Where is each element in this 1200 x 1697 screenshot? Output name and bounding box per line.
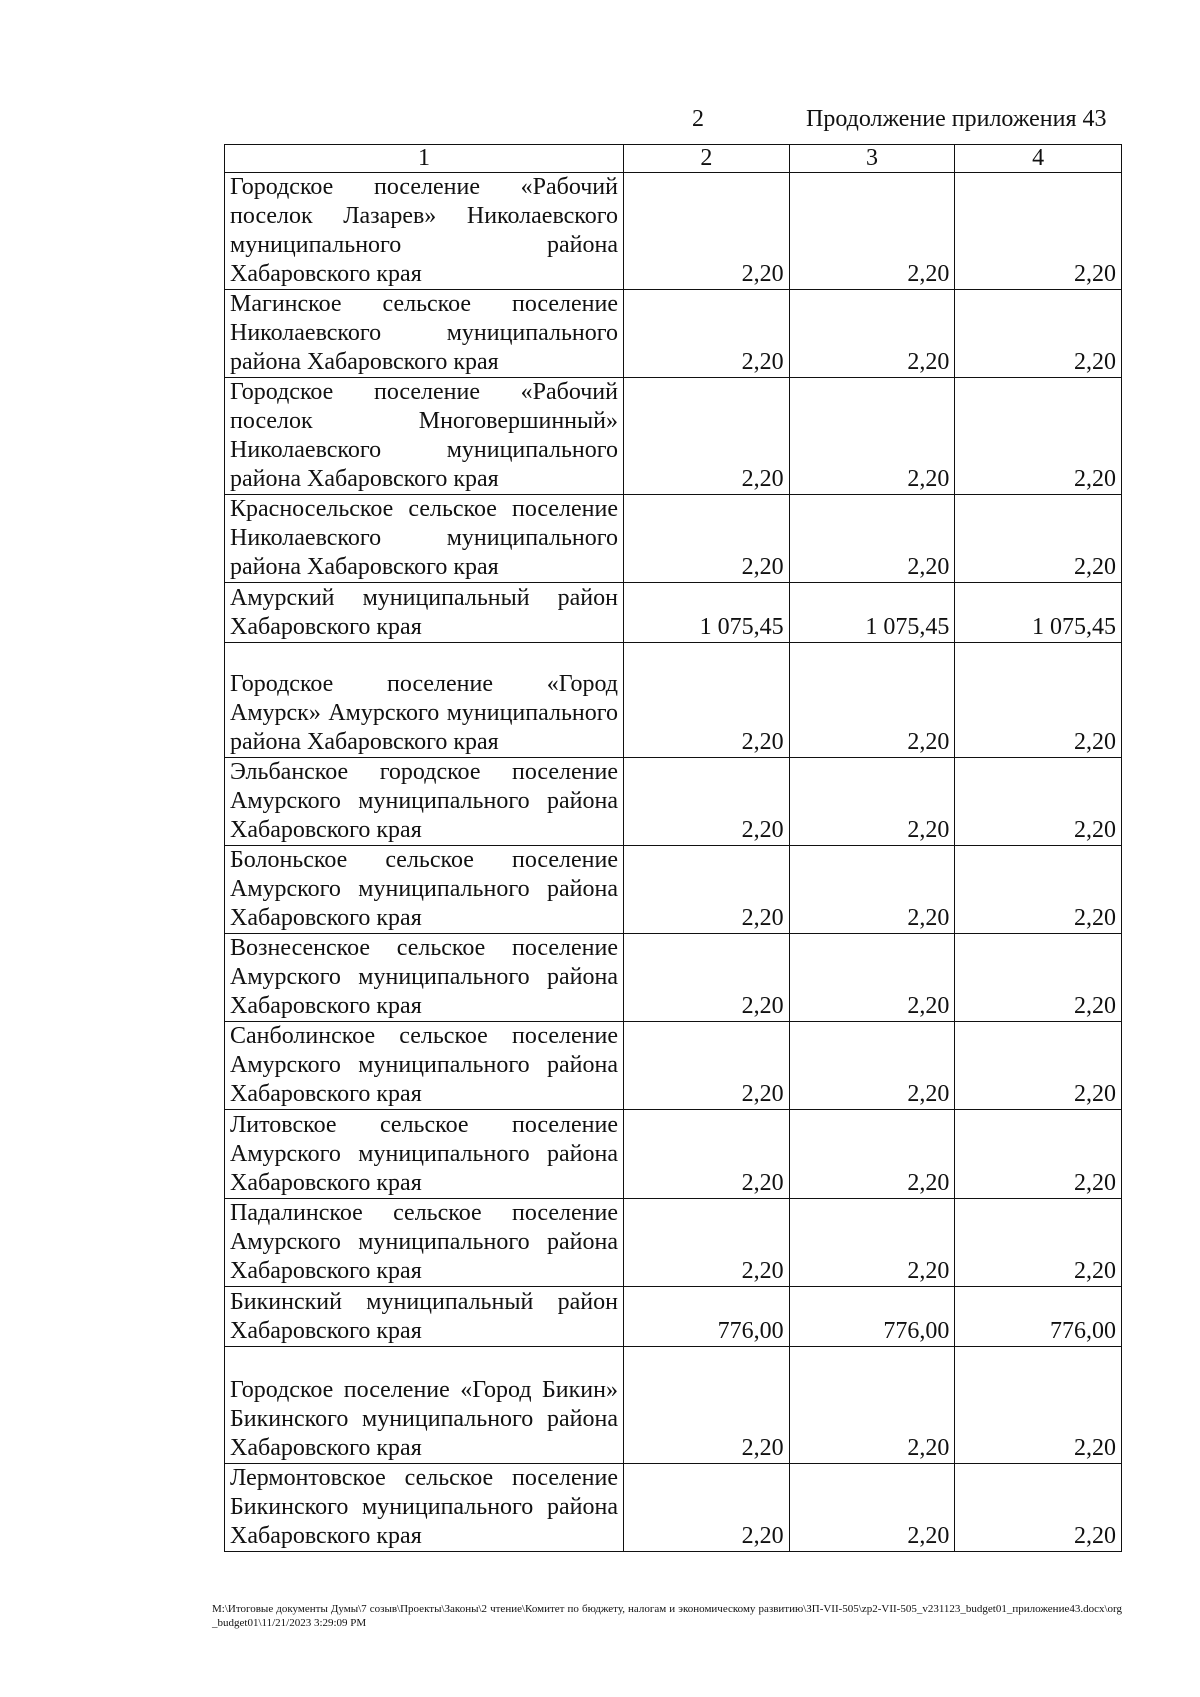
value-cell: 2,20 (789, 378, 955, 495)
value-cell: 2,20 (955, 1110, 1122, 1199)
value-cell: 2,20 (789, 1199, 955, 1287)
table-row (225, 290, 1122, 378)
value-cell: 2,20 (624, 846, 790, 934)
municipality-name: Эльбанское городское поселение Амурского муниципального района Хабаровского края (225, 758, 624, 846)
value-cell: 2,20 (789, 758, 955, 846)
municipality-name: Городское поселение «Город Бикин» Бикинского муниципального района Хабаровского края (225, 1347, 624, 1464)
value-cell: 2,20 (624, 934, 790, 1022)
table-row (225, 1347, 1122, 1464)
value-cell: 2,20 (955, 1347, 1122, 1464)
value-cell: 1 075,45 (624, 583, 790, 643)
table-row (225, 583, 1122, 643)
value-cell: 2,20 (955, 1199, 1122, 1287)
table-row (225, 1199, 1122, 1287)
municipality-name: Амурский муниципальный район Хабаровского края (225, 583, 624, 643)
municipality-name: Городское поселение «Рабочий поселок Лазарев» Николаевского муниципального района Хабаровского края (225, 173, 624, 290)
value-cell: 2,20 (624, 643, 790, 758)
table-row (225, 495, 1122, 583)
value-cell: 2,20 (624, 1110, 790, 1199)
municipality-name: Санболинское сельское поселение Амурского муниципального района Хабаровского края (225, 1022, 624, 1110)
value-cell: 2,20 (624, 173, 790, 290)
municipality-name: Болоньское сельское поселение Амурского муниципального района Хабаровского края (225, 846, 624, 934)
value-cell: 2,20 (955, 846, 1122, 934)
value-cell: 2,20 (789, 495, 955, 583)
value-cell: 2,20 (955, 1022, 1122, 1110)
table-row (225, 846, 1122, 934)
value-cell: 2,20 (955, 1464, 1122, 1552)
column-header: 1 (225, 145, 624, 173)
value-cell: 776,00 (955, 1287, 1122, 1347)
value-cell: 2,20 (955, 173, 1122, 290)
value-cell: 2,20 (624, 758, 790, 846)
table-row (225, 758, 1122, 846)
municipality-name: Городское поселение «Рабочий поселок Многовершинный» Николаевского муниципального района Хабаровского края (225, 378, 624, 495)
value-cell: 2,20 (789, 290, 955, 378)
value-cell: 2,20 (789, 173, 955, 290)
column-header: 3 (789, 145, 955, 173)
table-row (225, 1287, 1122, 1347)
value-cell: 1 075,45 (789, 583, 955, 643)
municipality-name: Лермонтовское сельское поселение Бикинского муниципального района Хабаровского края (225, 1464, 624, 1552)
table-row (225, 173, 1122, 290)
value-cell: 2,20 (624, 378, 790, 495)
table-row (225, 643, 1122, 758)
table-row (225, 1110, 1122, 1199)
value-cell: 2,20 (955, 495, 1122, 583)
municipality-name: Магинское сельское поселение Николаевского муниципального района Хабаровского края (225, 290, 624, 378)
value-cell: 2,20 (624, 1022, 790, 1110)
value-cell: 1 075,45 (955, 583, 1122, 643)
allocation-table (224, 144, 1122, 1552)
column-header: 4 (955, 145, 1122, 173)
municipality-name: Красносельское сельское поселение Николаевского муниципального района Хабаровского края (225, 495, 624, 583)
value-cell: 776,00 (624, 1287, 790, 1347)
value-cell: 776,00 (789, 1287, 955, 1347)
value-cell: 2,20 (624, 1199, 790, 1287)
value-cell: 2,20 (789, 1347, 955, 1464)
continuation-heading: Продолжение приложения 43 (806, 106, 1107, 132)
table-row (225, 934, 1122, 1022)
page-number: 2 (692, 106, 704, 132)
value-cell: 2,20 (789, 643, 955, 758)
table-row (225, 1022, 1122, 1110)
value-cell: 2,20 (955, 934, 1122, 1022)
value-cell: 2,20 (624, 290, 790, 378)
value-cell: 2,20 (955, 758, 1122, 846)
municipality-name: Литовское сельское поселение Амурского муниципального района Хабаровского края (225, 1110, 624, 1199)
column-header: 2 (624, 145, 790, 173)
table-header-row (225, 145, 1122, 173)
table-row (225, 1464, 1122, 1552)
footer-file-path: M:\Итоговые документы Думы\7 созыв\Проекты\Законы\2 чтение\Комитет по бюджету, налогам и экономическому развитию\ЗП-VII-505\zp2-VII-505_v231123_budget01_приложение43.docx\org_budget01\11/21/2023 3:29:09 PM (212, 1603, 1122, 1629)
municipality-name: Падалинское сельское поселение Амурского муниципального района Хабаровского края (225, 1199, 624, 1287)
value-cell: 2,20 (789, 1464, 955, 1552)
value-cell: 2,20 (624, 495, 790, 583)
table-row (225, 378, 1122, 495)
value-cell: 2,20 (955, 290, 1122, 378)
value-cell: 2,20 (789, 846, 955, 934)
value-cell: 2,20 (789, 1022, 955, 1110)
value-cell: 2,20 (624, 1347, 790, 1464)
value-cell: 2,20 (789, 934, 955, 1022)
value-cell: 2,20 (789, 1110, 955, 1199)
municipality-name: Городское поселение «Город Амурск» Амурского муниципального района Хабаровского края (225, 643, 624, 758)
value-cell: 2,20 (955, 643, 1122, 758)
municipality-name: Вознесенское сельское поселение Амурского муниципального района Хабаровского края (225, 934, 624, 1022)
value-cell: 2,20 (955, 378, 1122, 495)
municipality-name: Бикинский муниципальный район Хабаровского края (225, 1287, 624, 1347)
value-cell: 2,20 (624, 1464, 790, 1552)
